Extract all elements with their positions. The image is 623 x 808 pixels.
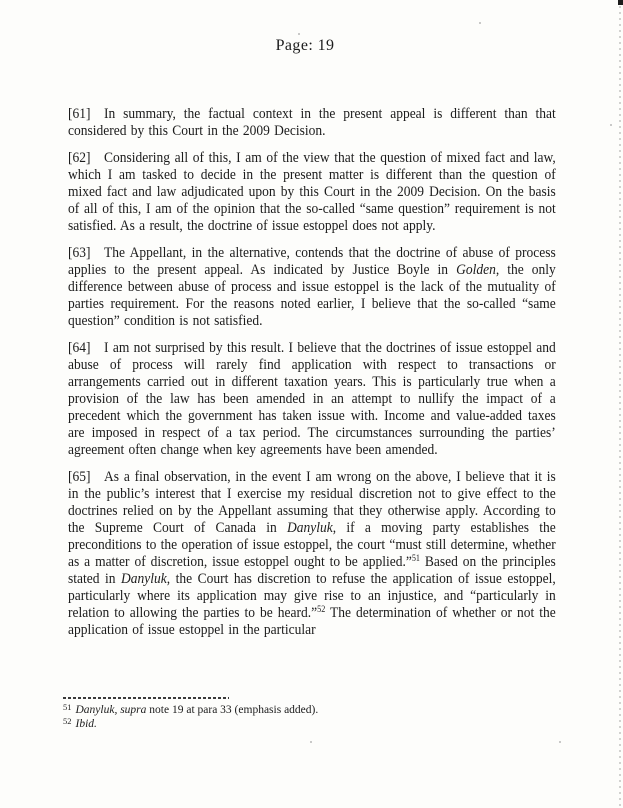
footnote-51 [63,704,563,718]
scan-noise-right-edge [619,0,621,808]
scan-speck [559,741,561,743]
scan-speck [298,33,300,35]
page-number-header: Page: 19 [275,37,335,54]
scan-mark-top-right [618,0,623,5]
paragraph-61: [61] In summary, the factual context in the present appeal is different than that considered by this Court in the 2009 Decision. [68,106,556,139]
footnote-52-text: Ibid. [75,717,97,730]
decision-body [68,106,556,649]
footnote-51-text: Danyluk, supra note 19 at para 33 (emphasis added). [75,704,319,716]
footnote-52-marker: 52 [63,715,72,726]
footnotes-section [63,697,563,731]
scan-speck [310,741,312,743]
paragraph-65: [65] As a final observation, in the event I am wrong on the above, I believe that it is in the public’s interest that I exercise my residual discretion not to give effect to the doctrines relied on by the Appellant assuming that they otherwise apply. According to the Supreme Court of Canada in Danyluk, if a moving party establishes the preconditions to the operation of issue estoppel, the court “must still determine, whether as a matter of discretion, issue estoppel ought to be applied.”$^{51}$ Based on the principles stated in Danyluk, the Court has discretion to refuse the application of issue estoppel, particularly where its application may give rise to an injustice, and “particularly in relation to allowing the parties to be heard.”$^{52}$ The determination of whether or not the application of issue estoppel in the particular [68,469,556,638]
scan-speck [479,22,481,24]
paragraph-64: [64] I am not surprised by this result. I believe that the doctrines of issue estoppel and abuse of process will rarely find application with respect to transactions or arrangements carried out in different taxation years. This is particularly true when a provision of the law has been amended in an attempt to nullify the impact of a precedent which the government has taken issue with. Income and value-added taxes are imposed in respect of a tax period. The circumstances surrounding the parties’ agreement often change when key agreements have been amended. [68,340,556,458]
paragraph-62: [62] Considering all of this, I am of the view that the question of mixed fact and law, which I am tasked to decide in the present matter is different than the question of mixed fact and law adjudicated upon by this Court in the 2009 Decision. On the basis of all of this, I am of the opinion that the so-called “same question” requirement is not satisfied. As a result, the doctrine of issue estoppel does not apply. [68,150,556,234]
footnote-52 [63,715,563,732]
footnote-51-marker: 51 [63,702,72,712]
paragraph-63: [63] The Appellant, in the alternative, contends that the doctrine of abuse of process applies to the present appeal. As indicated by Justice Boyle in Golden, the only difference between abuse of process and issue estoppel is the lack of the mutuality of parties requirement. For the reasons noted earlier, I believe that the so-called “same question” condition is not satisfied. [68,245,556,329]
footnote-separator-line [63,697,229,699]
scan-speck [610,124,612,126]
